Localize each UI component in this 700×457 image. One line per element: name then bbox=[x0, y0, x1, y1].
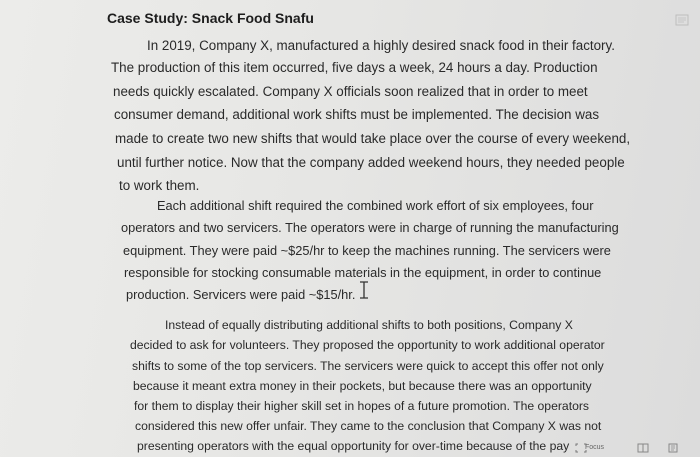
paragraph-3-line-7: presenting operators with the equal opportunity for over-time because of the pay bbox=[137, 439, 570, 453]
paragraph-1-line-5: made to create two new shifts that would take place over the course of every weekend, bbox=[115, 131, 631, 146]
paragraph-2-line-5: production. Servicers were paid ~$15/hr. bbox=[126, 287, 356, 302]
paragraph-3-line-2: decided to ask for volunteers. They proposed the opportunity to work additional operator bbox=[130, 338, 605, 352]
print-layout-icon[interactable] bbox=[667, 443, 679, 453]
view-icon[interactable] bbox=[675, 14, 689, 26]
paragraph-1-line-6: until further notice. Now that the company added weekend hours, they needed people bbox=[117, 155, 625, 170]
paragraph-3-line-5: for them to display their higher skill set in hopes of a future promotion. The operators bbox=[134, 399, 590, 413]
document-title: Case Study: Snack Food Snafu bbox=[107, 10, 314, 26]
paragraph-1-line-1: In 2019, Company X, manufactured a highly desired snack food in their factory. bbox=[147, 38, 615, 53]
read-mode-icon[interactable] bbox=[637, 443, 649, 453]
paragraph-3-line-1: Instead of equally distributing additional shifts to both positions, Company X bbox=[165, 318, 573, 332]
paragraph-1-line-7: to work them. bbox=[119, 178, 200, 193]
paragraph-3-line-3: shifts to some of the top servicers. The servicers were quick to accept this offer not only bbox=[132, 359, 604, 373]
paragraph-1-line-4: consumer demand, additional work shifts must be implemented. The decision was bbox=[114, 107, 600, 122]
paragraph-1-line-2: The production of this item occurred, five days a week, 24 hours a day. Production bbox=[111, 60, 598, 75]
paragraph-2-line-4: responsible for stocking consumable materials in the equipment, in order to continue bbox=[124, 265, 602, 280]
paragraph-1-line-3: needs quickly escalated. Company X officials soon realized that in order to meet bbox=[113, 84, 588, 99]
paragraph-3-line-4: because it meant extra money in their pockets, but because there was an opportunity bbox=[133, 379, 592, 393]
paragraph-3-line-6: considered this new offer unfair. They came to the conclusion that Company X was not bbox=[135, 419, 602, 433]
paragraph-2-line-3: equipment. They were paid ~$25/hr to keep the machines running. The servicers were bbox=[123, 243, 611, 258]
paragraph-2-line-1: Each additional shift required the combined work effort of six employees, four bbox=[157, 198, 594, 213]
focus-button[interactable]: Focus bbox=[585, 444, 605, 451]
text-cursor-icon bbox=[357, 281, 371, 299]
paragraph-2-line-2: operators and two servicers. The operators were in charge of running the manufacturing bbox=[121, 220, 619, 235]
